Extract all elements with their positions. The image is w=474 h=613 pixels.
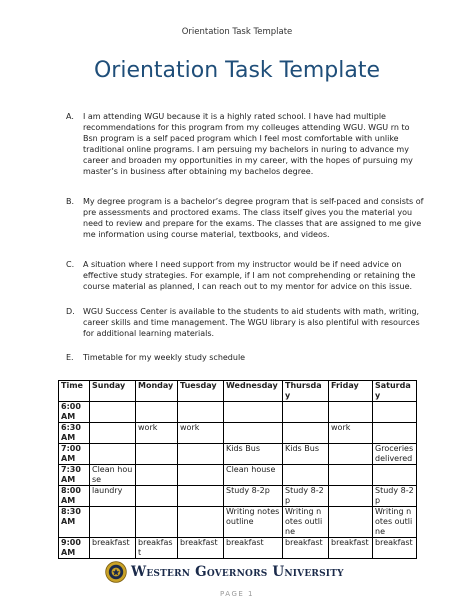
table-cell: Writing notes outline <box>224 507 283 538</box>
item-text: A situation where I need support from my instructor would be if need advice on effective study strategies. For example, if I am not comprehending or retaining the course material as planned, I can reach out to my mentor for advice on this issue. <box>83 260 416 292</box>
table-cell <box>283 402 329 423</box>
table-cell <box>329 402 373 423</box>
table-cell: work <box>329 423 373 444</box>
table-cell: breakfast <box>90 538 136 559</box>
header-cell: Time <box>59 381 90 402</box>
header-cell: Friday <box>329 381 373 402</box>
time-cell: 8:30 AM <box>59 507 90 538</box>
schedule-table <box>58 380 417 559</box>
table-cell: Kids Bus <box>283 444 329 465</box>
table-cell <box>329 444 373 465</box>
table-cell <box>178 486 224 507</box>
university-seal-icon <box>105 561 127 583</box>
table-cell <box>373 465 417 486</box>
list-item-d <box>66 306 426 339</box>
table-row <box>59 402 417 423</box>
logo-wordmark: Western Governors University <box>131 564 344 580</box>
table-cell <box>224 423 283 444</box>
table-cell <box>136 444 178 465</box>
table-cell <box>136 465 178 486</box>
table-cell <box>90 507 136 538</box>
table-cell: breakfast <box>178 538 224 559</box>
header-cell: Sunday <box>90 381 136 402</box>
time-cell: 8:00 AM <box>59 486 90 507</box>
table-cell <box>90 402 136 423</box>
item-text: I am attending WGU because it is a highly rated school. I have had multiple recommendations for this program from my colleuges attending WGU. WGU rn to Bsn program is a self paced program which I feel most comfortable with unlike traditional online programs. I am persuing my bachelors in nuring to advance my career and broaden my opportunities in my career, with the hopes of pursuing my master’s in business after obtaining my bachelos degree. <box>83 112 413 177</box>
header-cell: Wednesday <box>224 381 283 402</box>
table-cell <box>283 465 329 486</box>
table-cell <box>136 507 178 538</box>
table-cell: Clean house <box>90 465 136 486</box>
table-cell <box>136 402 178 423</box>
table-row <box>59 538 417 559</box>
table-cell <box>373 423 417 444</box>
header-cell: Saturday <box>373 381 417 402</box>
table-cell <box>90 444 136 465</box>
table-cell <box>329 507 373 538</box>
list-item-a <box>66 111 426 178</box>
header-cell: Thursday <box>283 381 329 402</box>
table-cell <box>178 444 224 465</box>
table-cell: laundry <box>90 486 136 507</box>
time-cell: 9:00 AM <box>59 538 90 559</box>
table-cell <box>283 423 329 444</box>
table-row <box>59 507 417 538</box>
list-item-b <box>66 196 426 240</box>
item-letter: A. <box>66 112 74 121</box>
page-title: Orientation Task Template <box>93 58 381 83</box>
table-cell <box>224 402 283 423</box>
time-cell: 6:30 AM <box>59 423 90 444</box>
table-header-row <box>59 381 417 402</box>
table-cell: breakfast <box>373 538 417 559</box>
time-cell: 6:00 AM <box>59 402 90 423</box>
page-footer: PAGE 1 <box>220 590 254 598</box>
table-cell <box>373 402 417 423</box>
table-cell: breakfast <box>136 538 178 559</box>
table-cell: Writing notes outline <box>373 507 417 538</box>
item-letter: E. <box>66 353 74 362</box>
item-letter: C. <box>66 260 75 269</box>
table-cell <box>136 486 178 507</box>
item-text: WGU Success Center is available to the students to aid students with math, writing, career skills and time management. The WGU library is also plentiful with resources for additional learning materials. <box>83 307 420 339</box>
time-cell: 7:30 AM <box>59 465 90 486</box>
table-cell <box>90 423 136 444</box>
time-cell: 7:00 AM <box>59 444 90 465</box>
table-cell <box>178 507 224 538</box>
table-cell: Writing notes outline <box>283 507 329 538</box>
table-cell: Study 8-2p <box>283 486 329 507</box>
table-cell: work <box>136 423 178 444</box>
wgu-logo <box>105 561 370 585</box>
table-cell: Clean house <box>224 465 283 486</box>
table-cell: breakfast <box>224 538 283 559</box>
table-cell <box>329 486 373 507</box>
table-row <box>59 423 417 444</box>
item-letter: B. <box>66 197 75 206</box>
header-cell: Tuesday <box>178 381 224 402</box>
table-cell: Study 8-2p <box>373 486 417 507</box>
table-cell <box>178 402 224 423</box>
header-cell: Monday <box>136 381 178 402</box>
table-row <box>59 444 417 465</box>
table-cell: Groceries delivered <box>373 444 417 465</box>
table-cell: Kids Bus <box>224 444 283 465</box>
table-cell: breakfast <box>283 538 329 559</box>
table-cell: breakfast <box>329 538 373 559</box>
item-text: Timetable for my weekly study schedule <box>83 353 246 362</box>
table-row <box>59 465 417 486</box>
list-item-c <box>66 259 426 292</box>
item-letter: D. <box>66 307 75 316</box>
running-header: Orientation Task Template <box>181 27 293 37</box>
table-row <box>59 486 417 507</box>
table-cell: Study 8-2p <box>224 486 283 507</box>
list-item-e <box>66 352 426 363</box>
item-text: My degree program is a bachelor’s degree program that is self-paced and consists of pre assessments and proctored exams. The class itself gives you the material you need to review and prepare for the exams. The classes that are assigned to me give me information using course material, textbooks, and videos. <box>83 197 424 240</box>
table-cell: work <box>178 423 224 444</box>
table-cell <box>178 465 224 486</box>
table-cell <box>329 465 373 486</box>
